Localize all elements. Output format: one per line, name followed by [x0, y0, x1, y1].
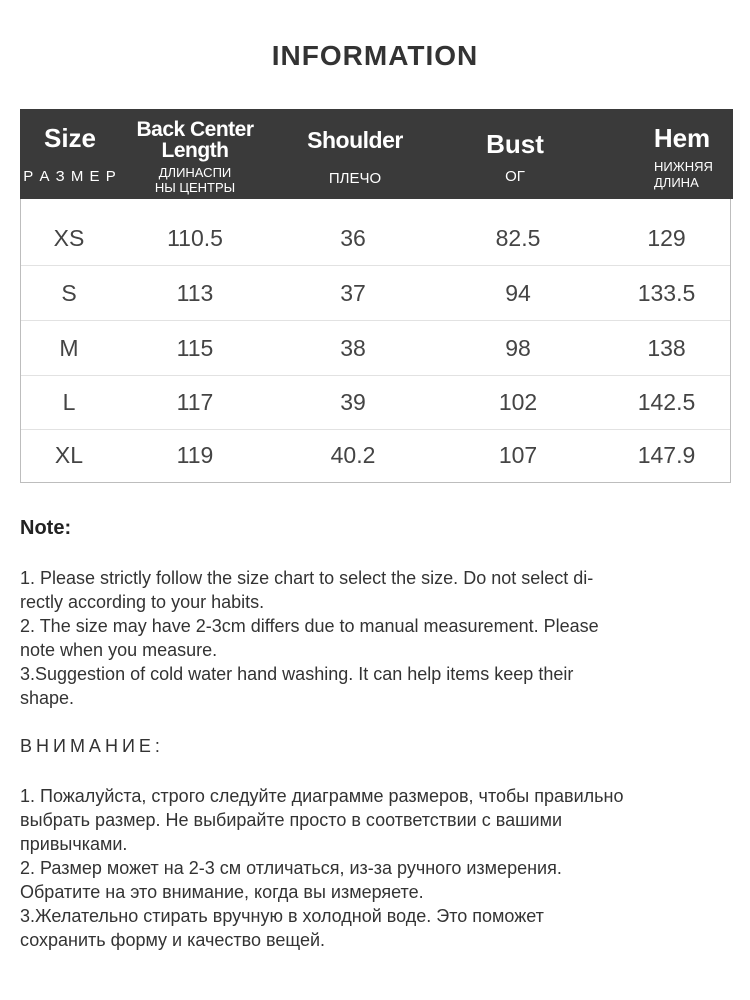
- header-hem-label: Hem: [653, 123, 711, 153]
- header-bust-sub: ОГ: [505, 168, 525, 185]
- cell-bust: 82.5: [495, 225, 541, 251]
- note-line: note when you measure.: [20, 640, 218, 660]
- header-hem-sub1: НИЖНЯЯ: [654, 159, 713, 174]
- note-ru-line: 2. Размер может на 2-3 см отличаться, из-за ручного измерения.: [20, 858, 562, 878]
- cell-shoulder: 36: [340, 225, 366, 251]
- header-hem-sub2: ДЛИНА: [654, 175, 699, 190]
- header-size-sub: Р А З М Е Р: [23, 168, 117, 185]
- note-ru-paragraph: [20, 784, 730, 952]
- note-ru-line: привычками.: [20, 834, 128, 854]
- cell-back-length: 115: [176, 335, 214, 361]
- cell-size: XL: [54, 442, 84, 468]
- cell-bust: 102: [498, 389, 538, 415]
- header-back-length-sub1: ДЛИНАСПИ: [158, 165, 232, 180]
- cell-bust: 107: [498, 442, 538, 468]
- note-line: shape.: [20, 688, 75, 708]
- header-back-length-line1: Back Center: [136, 118, 254, 141]
- note-ru-line: сохранить форму и качество вещей.: [20, 930, 326, 950]
- cell-hem: 142.5: [637, 389, 696, 415]
- note-ru-line: выбрать размер. Не выбирайте просто в соответствии с вашими: [20, 810, 563, 830]
- cell-back-length: 110.5: [167, 225, 223, 251]
- note-paragraph: [20, 566, 730, 710]
- note-title: Note:: [20, 517, 72, 539]
- header-back-length: [120, 109, 270, 199]
- cell-hem: 138: [647, 335, 686, 361]
- cell-size: L: [62, 389, 76, 415]
- note-ru-line: 1. Пожалуйста, строго следуйте диаграмме размеров, чтобы правильно: [20, 786, 624, 806]
- table-row: [21, 321, 730, 376]
- header-shoulder-label: Shoulder: [307, 127, 403, 153]
- cell-back-length: 113: [176, 280, 214, 306]
- note-ru-title: ВНИМАНИЕ:: [20, 736, 164, 756]
- note-ru-line: 3.Желательно стирать вручную в холодной воде. Это поможет: [20, 906, 544, 926]
- cell-shoulder: 39: [340, 389, 366, 415]
- header-bust: [450, 109, 580, 199]
- note-ru-line: Обратите на это внимание, когда вы измеряете.: [20, 882, 424, 902]
- header-bust-label: Bust: [486, 129, 544, 159]
- cell-hem: 147.9: [637, 442, 696, 468]
- header-back-length-line2: Length: [161, 139, 229, 162]
- cell-size: M: [59, 335, 79, 361]
- table-row: [21, 211, 730, 266]
- cell-size: XS: [53, 225, 85, 251]
- header-back-length-sub2: НЫ ЦЕНТРЫ: [154, 180, 236, 195]
- cell-shoulder: 37: [340, 280, 366, 306]
- cell-bust: 98: [505, 335, 531, 361]
- header-shoulder-sub: ПЛЕЧО: [328, 170, 382, 187]
- cell-shoulder: 38: [340, 335, 366, 361]
- header-shoulder: [280, 109, 430, 199]
- cell-bust: 94: [505, 280, 531, 306]
- table-row: [21, 428, 730, 482]
- note-line: 1. Please strictly follow the size chart to select the size. Do not select di-: [20, 568, 594, 588]
- size-table: [20, 109, 731, 483]
- note-line: rectly according to your habits.: [20, 592, 265, 612]
- table-header: [20, 109, 733, 199]
- header-hem: [642, 109, 722, 199]
- cell-back-length: 117: [176, 389, 214, 415]
- note-line: 3.Suggestion of cold water hand washing. It can help items keep their: [20, 664, 574, 684]
- cell-hem: 133.5: [637, 280, 696, 306]
- header-size-label: Size: [43, 123, 97, 153]
- cell-back-length: 119: [176, 442, 214, 468]
- table-row: [21, 375, 730, 430]
- cell-hem: 129: [647, 225, 686, 251]
- table-row: [21, 266, 730, 321]
- header-size: [20, 109, 120, 199]
- page-title: INFORMATION: [271, 40, 479, 71]
- note-line: 2. The size may have 2-3cm differs due to manual measurement. Please: [20, 616, 599, 636]
- cell-size: S: [61, 280, 77, 306]
- cell-shoulder: 40.2: [330, 442, 376, 468]
